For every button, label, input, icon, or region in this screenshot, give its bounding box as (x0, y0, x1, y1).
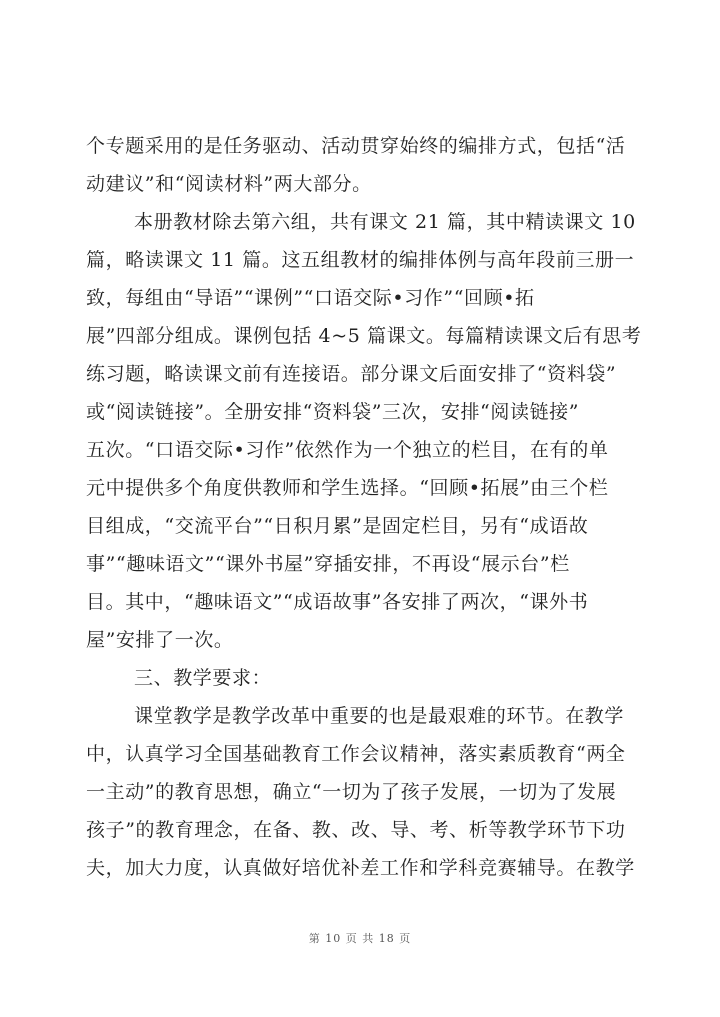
body-text-line: 夫，加大力度，认真做好培优补差工作和学科竞赛辅导。在教学 (86, 857, 635, 879)
body-text-line: 致，每组由“导语”“课例”“口语交际•习作”“回顾•拓 (86, 287, 535, 309)
body-text-line: 屋”安排了一次。 (86, 629, 234, 651)
page-number-footer: 第 10 页 共 18 页 (308, 932, 412, 945)
body-text-line: 个专题采用的是任务驱动、活动贯穿始终的编排方式，包括“活 (86, 135, 626, 157)
body-text-line: 五次。“口语交际•习作”依然作为一个独立的栏目，在有的单 (86, 439, 609, 461)
paragraph-start-line: 课堂教学是教学改革中重要的也是最艰难的环节。在教学 (134, 705, 625, 727)
body-text-line: 事”“趣味语文”“课外书屋”穿插安排，不再设“展示台”栏 (86, 553, 570, 575)
body-text-line: 动建议”和“阅读材料”两大部分。 (86, 173, 372, 195)
body-text-line: 目。其中，“趣味语文”“成语故事”各安排了两次，“课外书 (86, 591, 589, 613)
body-text-line: 元中提供多个角度供教师和学生选择。“回顾•拓展”由三个栏 (86, 477, 609, 499)
paragraph-start-line: 本册教材除去第六组，共有课文 21 篇，其中精读课文 10 (134, 211, 636, 233)
body-text-line: 练习题，略读课文前有连接语。部分课文后面安排了“资料袋” (86, 363, 617, 385)
body-text-line: 孩子”的教育理念，在备、教、改、导、考、析等教学环节下功 (86, 819, 626, 841)
body-text-line: 一主动”的教育思想，确立“一切为了孩子发展，一切为了发展 (86, 781, 617, 803)
body-text-line: 或“阅读链接”。全册安排“资料袋”三次，安排“阅读链接” (86, 401, 580, 423)
body-text-line: 篇，略读课文 11 篇。这五组教材的编排体例与高年段前三册一 (86, 249, 635, 271)
body-text-line: 目组成，“交流平台”“日积月累”是固定栏目，另有“成语故 (86, 515, 589, 537)
section-heading: 三、教学要求： (134, 667, 272, 689)
body-text-line: 展”四部分组成。课例包括 4~5 篇课文。每篇精读课文后有思考 (86, 325, 642, 347)
body-text-line: 中，认真学习全国基础教育工作会议精神，落实素质教育“两全 (86, 743, 626, 765)
